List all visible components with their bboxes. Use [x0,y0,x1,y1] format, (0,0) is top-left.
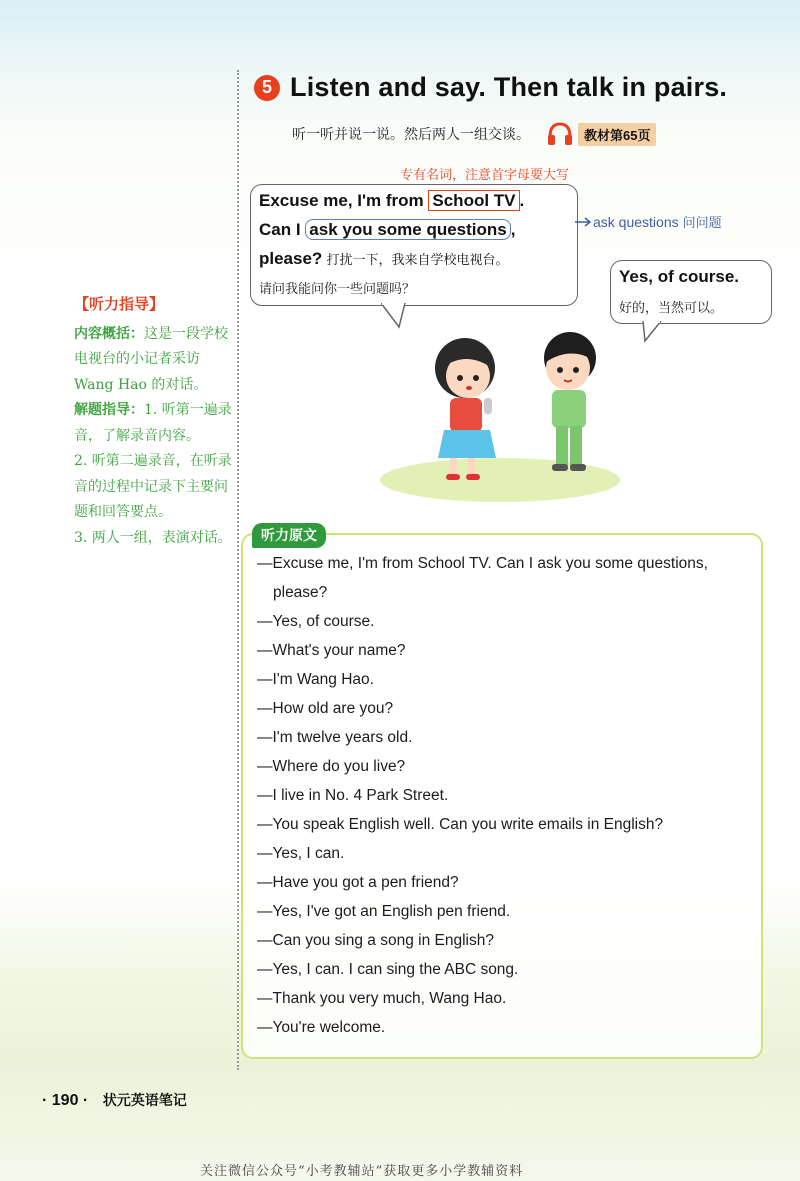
subtitle-row [292,121,656,147]
listening-guide [74,292,234,551]
guide-tips [74,398,234,449]
script-line: —How old are you? [257,700,394,717]
script-line: —What's your name? [257,642,406,659]
exercise-header [254,72,727,103]
boxed-phrase-school-tv: School TV [428,190,519,211]
bubble-text: . [519,191,525,210]
reply-english: Yes, of course. [619,267,739,286]
listening-script-box [241,533,763,1059]
script-line: —I'm twelve years old. [257,729,413,746]
exercise-title: Listen and say. Then talk in pairs. [290,72,728,102]
script-tab-label: 听力原文 [252,523,326,548]
book-title: 状元英语笔记 [102,1092,187,1108]
summary-label: 内容概括： [74,325,144,342]
note-chinese: 问问题 [682,216,722,231]
reply-chinese: 好的，当然可以。 [619,301,724,316]
bubble-text: , [510,220,516,239]
proper-noun-note: 专有名词，注意首字母要大写 [400,168,570,183]
script-line: —Yes, I can. [257,845,345,862]
exercise-subtitle: 听一听并说一说。然后两人一组交谈。 [292,127,530,143]
script-line: —I'm Wang Hao. [257,671,374,688]
watermark-text: 关注微信公众号“小考教辅站”获取更多小学教辅资料 [200,1164,524,1179]
bubble-translation: 打扰一下，我来自学校电视台。 [322,253,509,268]
bubble-text: Excuse me, I'm from [259,191,429,210]
arrow-right-icon [575,216,593,228]
boy-wang-hao-figure [544,332,596,471]
guide-heading: 【听力指导】 [74,295,165,313]
script-line: —I live in No. 4 Park Street. [257,787,449,804]
script-line: please? [273,584,328,601]
tip-2: 2. 听第二遍录音，在听录音的过程中记录下主要问题和回答要点。 [74,453,232,520]
children-illustration [380,320,630,510]
page-footer [42,1090,187,1110]
bubble-tail [641,321,667,343]
headphone-icon[interactable] [546,121,574,147]
column-divider [237,70,239,1070]
page-number: · 190 · [42,1092,89,1109]
script-line: —Yes, of course. [257,613,375,630]
bubble-text: please? [259,249,323,268]
exercise-number-badge: 5 [254,75,280,101]
tip-3: 3. 两人一组，表演对话。 [74,529,232,546]
note-english: ask questions [593,213,679,230]
tip-1: 1. 听第一遍录音，了解录音内容。 [74,402,232,444]
guide-summary [74,322,234,399]
script-line: —Where do you live? [257,758,406,775]
speech-bubble-reporter [250,184,578,306]
bubble-line-2 [259,220,515,240]
script-line: —Yes, I've got an English pen friend. [257,903,511,920]
speech-bubble-wang-hao [610,260,772,324]
script-line: —Thank you very much, Wang Hao. [257,990,507,1007]
ask-questions-note [575,212,722,231]
boxed-phrase-ask-questions: ask you some questions [305,219,510,240]
tips-label: 解题指导： [74,402,144,418]
script-line: —Excuse me, I'm from School TV. Can I ask you some questions, [257,555,708,572]
bubble-line-4: 请问我能问你一些问题吗？ [259,282,416,297]
bubble-line-1 [259,191,524,211]
script-line: —You speak English well. Can you write emails in English? [257,816,664,833]
bubble-line-3 [259,249,508,269]
script-line: —Yes, I can. I can sing the ABC song. [257,961,519,978]
bubble-text: Can I [259,220,306,239]
script-line: —Can you sing a song in English? [257,932,494,949]
script-line: —Have you got a pen friend? [257,874,459,891]
textbook-page-ref: 教材第65页 [578,123,656,146]
script-line: —You're welcome. [257,1019,386,1036]
summary-text: 这是一段学校电视台的小记者采访 Wang Hao 的对话。 [74,325,228,393]
